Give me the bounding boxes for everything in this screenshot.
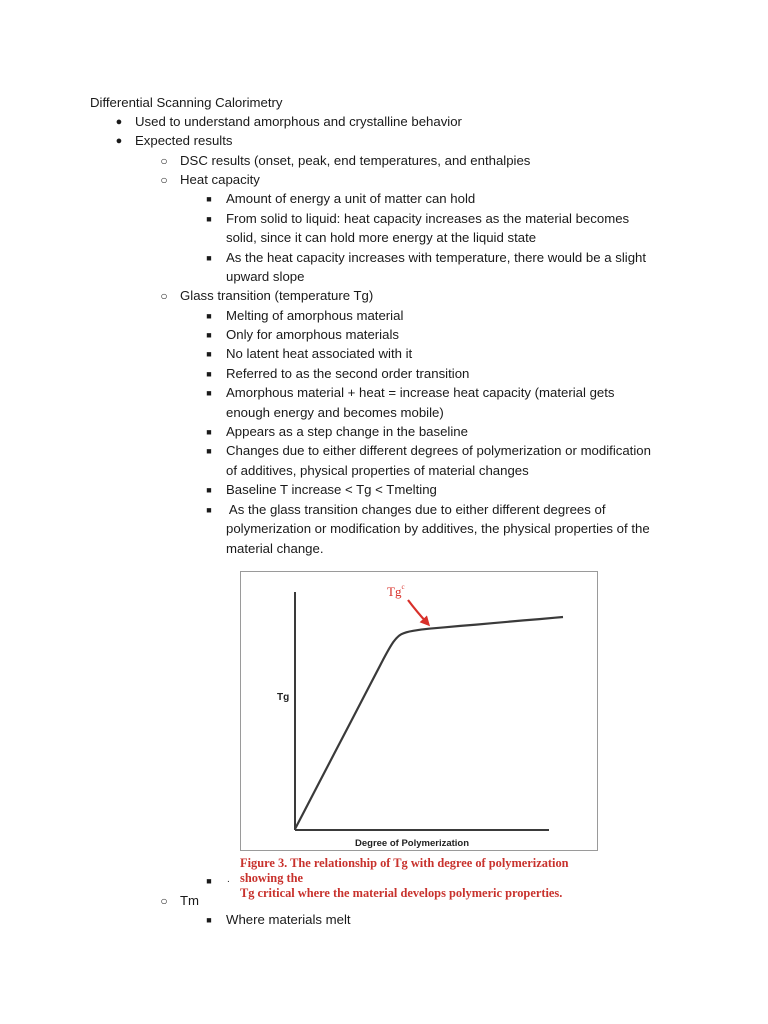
list-item-l3-cont: material change. xyxy=(226,541,324,556)
list-item-l3: As the heat capacity increases with temperature, there would be a slight xyxy=(226,250,647,265)
list-item-l3-cont: upward slope xyxy=(226,269,305,284)
list-item-l3: Melting of amorphous material xyxy=(226,308,404,323)
bullet-l1: ● xyxy=(115,116,123,128)
list-item-l3-cont: enough energy and becomes mobile) xyxy=(226,405,444,420)
list-item-l2: Tm xyxy=(180,893,200,908)
caption-line: Figure 3. The relationship of Tg with degree of polymerization showing the xyxy=(240,856,569,885)
bullet-l3: ■ xyxy=(206,485,212,495)
bullet-l3: ■ xyxy=(206,330,212,340)
bullet-l3: ■ xyxy=(206,369,212,379)
tg-curve xyxy=(295,617,563,829)
bullet-l2: ○ xyxy=(160,154,168,168)
list-item-l3: Amorphous material + heat = increase heat capacity (material gets xyxy=(226,385,615,400)
document-title: Differential Scanning Calorimetry xyxy=(90,95,283,110)
list-item-l2: Heat capacity xyxy=(180,172,260,187)
trailing-period: . xyxy=(227,874,230,885)
list-item-l3: From solid to liquid: heat capacity increases as the material becomes xyxy=(226,211,630,226)
bullet-l3: ■ xyxy=(206,194,212,204)
annotation-arrow xyxy=(408,600,428,624)
list-item-l3: Appears as a step change in the baseline xyxy=(226,424,468,439)
list-item-l1: Used to understand amorphous and crystalline behavior xyxy=(135,114,462,129)
bullet-l3: ■ xyxy=(206,505,212,515)
tg-critical-label: Tg$^c$ xyxy=(387,583,405,599)
caption-line: Tg critical where the material develops polymeric properties. xyxy=(240,886,563,900)
bullet-l3: ■ xyxy=(206,253,212,263)
list-item-l3: Amount of energy a unit of matter can hold xyxy=(226,191,476,206)
bullet-l3: ■ xyxy=(206,311,212,321)
bullet-l3: ■ xyxy=(206,876,212,886)
list-item-l3-cont: polymerization or modification by additives, the physical properties of the xyxy=(226,521,650,536)
bullet-l3: ■ xyxy=(206,915,212,925)
bullet-l1: ● xyxy=(115,135,123,147)
list-item-l3: No latent heat associated with it xyxy=(226,346,413,361)
list-item-l2: DSC results (onset, peak, end temperatures, and enthalpies xyxy=(180,153,531,168)
bullet-l3: ■ xyxy=(206,427,212,437)
list-item-l3: Only for amorphous materials xyxy=(226,327,399,342)
list-item-l2: Glass transition (temperature Tg) xyxy=(180,288,374,303)
list-item-l3: Where materials melt xyxy=(226,912,351,927)
y-axis-label: Tg xyxy=(277,692,290,703)
list-item-l3: As the glass transition changes due to either different degrees of xyxy=(226,502,606,517)
bullet-l2: ○ xyxy=(160,289,168,303)
list-item-l1: Expected results xyxy=(135,133,233,148)
figure-caption xyxy=(240,856,600,901)
list-item-l3-cont: solid, since it can hold more energy at the liquid state xyxy=(226,230,537,245)
bullet-l2: ○ xyxy=(160,894,168,908)
x-axis-label: Degree of Polymerization xyxy=(355,838,470,849)
bullet-l3: ■ xyxy=(206,349,212,359)
figure-image xyxy=(240,571,598,851)
list-item-l3: Changes due to either different degrees of polymerization or modification xyxy=(226,443,651,458)
list-item-l3-cont: of additives, physical properties of material changes xyxy=(226,463,529,478)
tg-chart xyxy=(241,572,597,850)
bullet-l2: ○ xyxy=(160,173,168,187)
bullet-l3: ■ xyxy=(206,388,212,398)
list-item-l3: Referred to as the second order transition xyxy=(226,366,470,381)
bullet-l3: ■ xyxy=(206,214,212,224)
list-item-l3: Baseline T increase < Tg < Tmelting xyxy=(226,482,437,497)
bullet-l3: ■ xyxy=(206,446,212,456)
